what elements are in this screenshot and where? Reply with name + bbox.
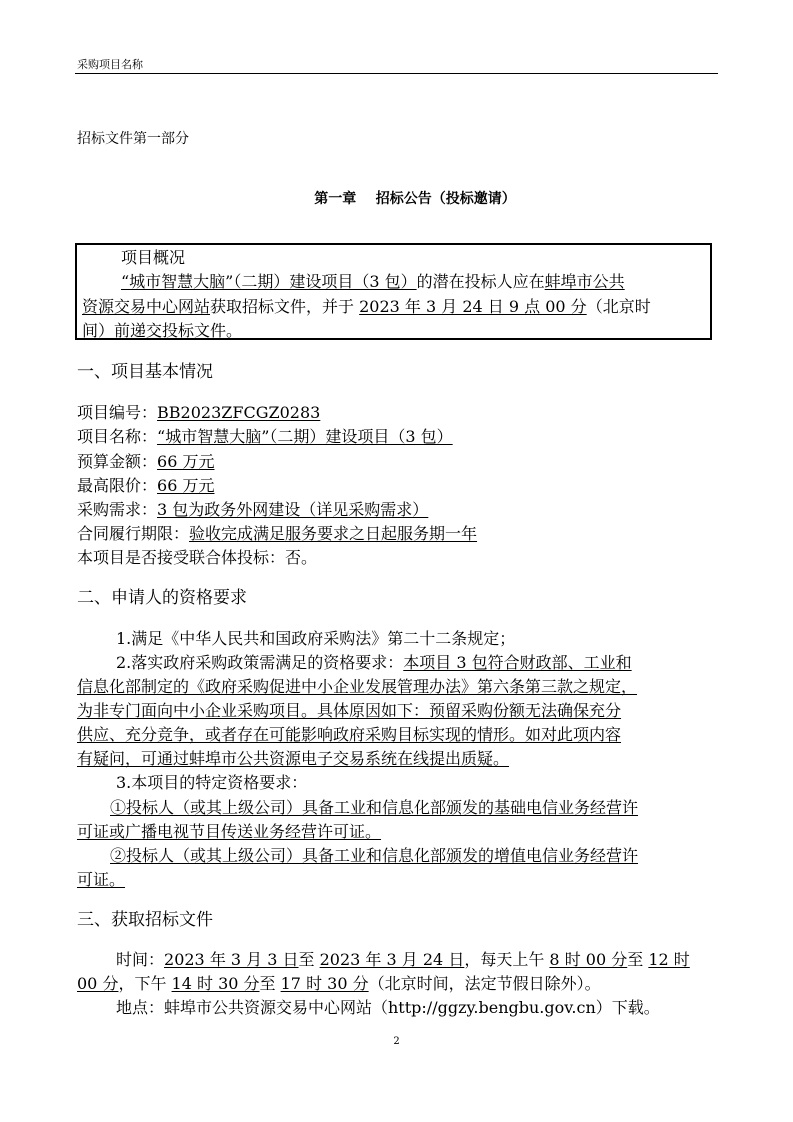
- consortium-bid: 本项目是否接受联合体投标：否。: [77, 548, 318, 567]
- contract-period: 合同履行期限：验收完成满足服务要求之日起服务期一年: [77, 524, 478, 543]
- requirement-2-line-2: 信息化部制定的《政府采购促进中小企业发展管理办法》第六条第三款之规定，: [77, 677, 638, 696]
- section-1-title: 一、项目基本情况: [77, 362, 213, 382]
- page-number: 2: [393, 1036, 400, 1047]
- overview-line-2: 资源交易中心网站获取招标文件，并于 2023 年 3 月 24 日 9 点 00 分（北京时: [82, 297, 651, 316]
- part-title: 招标文件第一部分: [77, 131, 189, 147]
- requirement-2-line-4: 供应、充分竞争，或者存在可能影响政府采购目标实现的情形。如对此项内容: [77, 725, 622, 744]
- project-number: 项目编号：BB2023ZFCGZ0283: [77, 403, 321, 422]
- running-header: 采购项目名称: [77, 58, 143, 71]
- obtain-time-line-2: 00 分，下午 14 时 30 分至 17 时 30 分（北京时间，法定节假日除外）。: [77, 974, 601, 993]
- obtain-place: 地点：蚌埠市公共资源交易中心网站（http://ggzy.bengbu.gov.cn）下载。: [116, 998, 660, 1017]
- specific-requirement-2-line-2: 可证。: [77, 870, 126, 889]
- section-2-title: 二、申请人的资格要求: [77, 588, 247, 608]
- overview-heading: 项目概况: [121, 248, 186, 267]
- specific-requirement-2-line-1: ②投标人（或其上级公司）具备工业和信息化部颁发的增值电信业务经营许: [110, 846, 639, 865]
- project-name: 项目名称：“城市智慧大脑”（二期）建设项目（3 包）: [77, 427, 453, 446]
- max-price: 最高限价：66 万元: [77, 476, 215, 495]
- specific-requirement-1-line-1: ①投标人（或其上级公司）具备工业和信息化部颁发的基础电信业务经营许: [110, 798, 639, 817]
- requirement-3: 3.本项目的特定资格要求：: [116, 773, 308, 792]
- section-3-title: 三、获取招标文件: [77, 910, 213, 930]
- requirement-2-line-5: 有疑问，可通过蚌埠市公共资源电子交易系统在线提出质疑。: [77, 749, 510, 768]
- specific-requirement-1-line-2: 可证或广播电视节目传送业务经营许可证。: [77, 822, 382, 841]
- overview-line-1: “城市智慧大脑”（二期）建设项目（3 包）的潜在投标人应在蚌埠市公共: [121, 272, 625, 291]
- header-rule: [75, 73, 718, 74]
- requirement-1: 1.满足《中华人民共和国政府采购法》第二十二条规定；: [116, 629, 516, 648]
- chapter-title: 第一章 招标公告（投标邀请）: [314, 191, 516, 207]
- budget-amount: 预算金额：66 万元: [77, 452, 215, 471]
- procurement-demand: 采购需求：3 包为政务外网建设（详见采购需求）: [77, 500, 429, 519]
- requirement-2-line-3: 为非专门面向中小企业采购项目。具体原因如下：预留采购份额无法确保充分: [77, 701, 622, 720]
- overview-line-3: 间）前递交投标文件。: [82, 321, 243, 340]
- requirement-2-line-1: 2.落实政府采购政策需满足的资格要求：本项目 3 包符合财政部、工业和: [116, 653, 632, 672]
- obtain-time-line-1: 时间：2023 年 3 月 3 日至 2023 年 3 月 24 日，每天上午 8 时 00 分至 12 时: [116, 950, 690, 969]
